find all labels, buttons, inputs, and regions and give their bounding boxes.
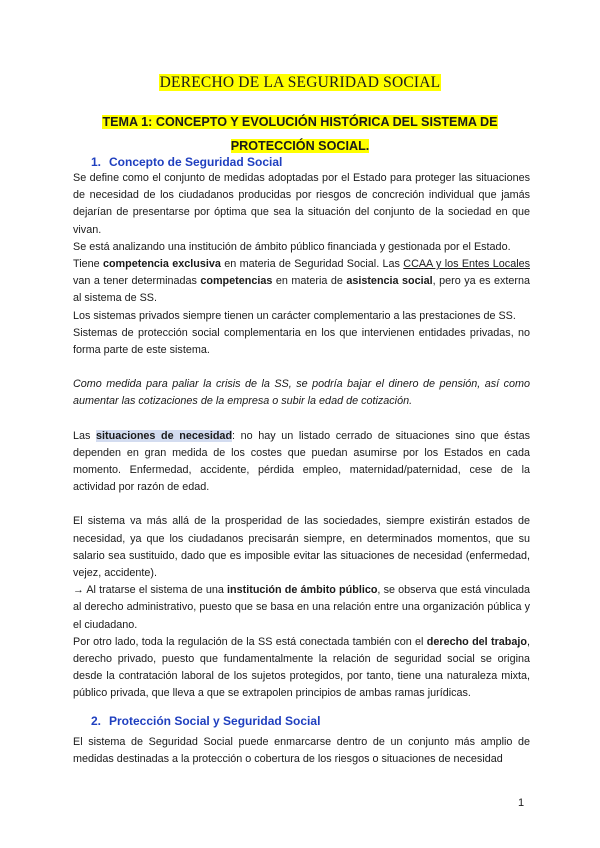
highlighted-term: situaciones de necesidad (96, 429, 233, 442)
paragraph: Se está analizando una institución de ámbito público financiada y gestionada por el Estado. (73, 240, 511, 253)
section-1-body (73, 170, 530, 703)
paragraph: Tiene competencia exclusiva en materia de Seguridad Social. Las CCAA y los Entes Locales van a tener determinadas competencias en materia de asistencia social, pero ya es externa al sistema de SS. (73, 258, 530, 305)
paragraph: → Al tratarse el sistema de una institución de ámbito público, se observa que está vinculada al derecho administrativo, puesto que se basa en una relación entre una organización pública y el ciudadano. (73, 584, 530, 631)
paragraph-italic: Como medida para paliar la crisis de la SS, se podría bajar el dinero de pensión, así como aumentar las cotizaciones de la empresa o subir la edad de cotización. (73, 378, 530, 408)
section-1-heading: 1. Concepto de Seguridad Social (91, 155, 283, 169)
section-2-body (73, 734, 530, 768)
paragraph: Se define como el conjunto de medidas adoptadas por el Estado para proteger las situaciones de necesidad de los ciudadanos producidas por riesgos de concreción individual que jamás dejarían de presentarse por óptima que sea la situación del conjunto de la sociedad en que vivan. (73, 172, 530, 236)
section-2-heading: 2. Protección Social y Seguridad Social (91, 714, 321, 728)
paragraph: Las situaciones de necesidad: no hay un listado cerrado de situaciones sino que éstas dependen en gran medida de los costes que puedan asumirse por los Estados en cada momento. Enfermedad, accidente, pérdida empleo, maternidad/paternidad, cese de la actividad por razón de edad. (73, 429, 530, 494)
page-number: 1 (518, 797, 525, 809)
paragraph: Sistemas de protección social complementaria en los que intervienen entidades privadas, no forma parte de este sistema. (73, 326, 530, 357)
tema-heading: TEMA 1: CONCEPTO Y EVOLUCIÓN HISTÓRICA DEL SISTEMA DE PROTECCIÓN SOCIAL. (102, 115, 498, 153)
document-title: DERECHO DE LA SEGURIDAD SOCIAL (159, 74, 441, 91)
paragraph: Por otro lado, toda la regulación de la SS está conectada también con el derecho del trabajo, derecho privado, puesto que fundamentalmente la relación de seguridad social se origina desde la contratación laboral de los sujetos protegidos, por tanto, tiene una naturaleza mixta, público privada, que lleva a que se extrapolen principios de ambas ramas jurídicas. (73, 635, 530, 700)
paragraph: El sistema va más allá de la prosperidad de las sociedades, siempre existirán estados de necesidad, ya que los ciudadanos precisarán siempre, en determinados momentos, que su salario sea sustituido, dado que es imposible evitar las situaciones de necesidad (enfermedad, vejez, accidente). (73, 515, 530, 580)
paragraph: Los sistemas privados siempre tienen un carácter complementario a las prestaciones de SS. (73, 309, 516, 322)
paragraph: El sistema de Seguridad Social puede enmarcarse dentro de un conjunto más amplio de medidas destinadas a la protección o cobertura de los riesgos o situaciones de necesidad (73, 736, 530, 766)
